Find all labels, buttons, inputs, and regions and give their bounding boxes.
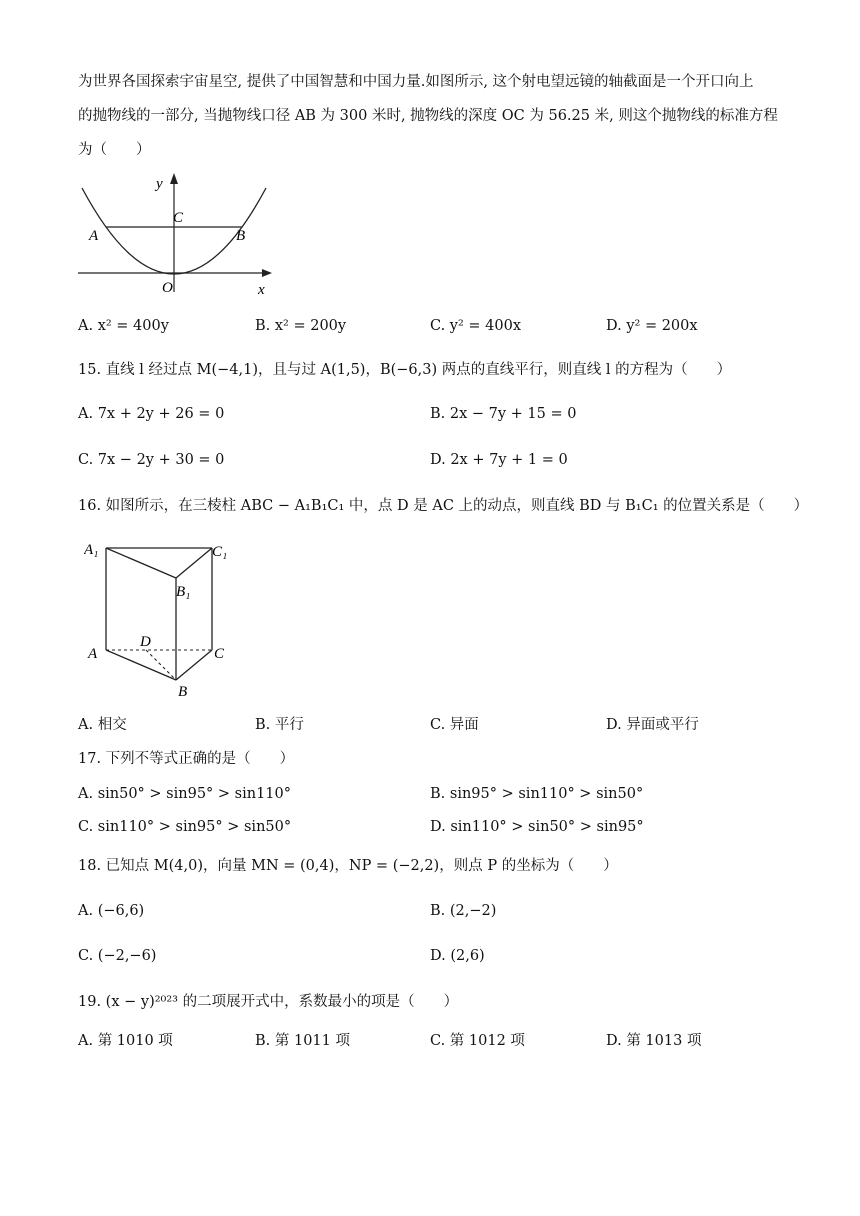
fig-label-A1: A₁	[84, 542, 99, 558]
fig-label-B: B	[236, 228, 246, 244]
q14-line-3: 为（ ）	[78, 142, 151, 158]
q14-option-d[interactable]: D. y² = 200x	[606, 318, 698, 334]
fig-label-A: A	[89, 228, 99, 244]
q14-line-2: 的抛物线的一部分, 当抛物线口径 AB 为 300 米时, 抛物线的深度 OC 为 56.25 米, 则这个抛物线的标准方程	[78, 108, 778, 124]
q17-stem: 17. 下列不等式正确的是（ ）	[78, 751, 295, 767]
q16-option-b[interactable]: B. 平行	[255, 717, 304, 733]
q14-option-b[interactable]: B. x² = 200y	[255, 318, 347, 334]
q17-option-a[interactable]: A. sin50° > sin95° > sin110°	[78, 786, 292, 802]
q14-line-1: 为世界各国探索宇宙星空, 提供了中国智慧和中国力量.如图所示, 这个射电望远镜的轴截面是一个开口向上	[78, 74, 754, 90]
q18-option-c[interactable]: C. (−2,−6)	[78, 948, 157, 964]
parabola-figure	[76, 170, 276, 298]
q19-option-a[interactable]: A. 第 1010 项	[78, 1033, 173, 1049]
q18-option-a[interactable]: A. (−6,6)	[78, 903, 145, 919]
q17-option-d[interactable]: D. sin110° > sin50° > sin95°	[430, 819, 644, 835]
q16-stem: 16. 如图所示，在三棱柱 ABC − A₁B₁C₁ 中，点 D 是 AC 上的动点，则直线 BD 与 B₁C₁ 的位置关系是（ ）	[78, 498, 809, 514]
q19-option-d[interactable]: D. 第 1013 项	[606, 1033, 702, 1049]
q18-stem: 18. 已知点 M(4,0)，向量 MN = (0,4)，NP = (−2,2)，则点 P 的坐标为（ ）	[78, 858, 618, 874]
fig-label-C1: C₁	[212, 544, 228, 560]
fig-label-C: C	[214, 646, 225, 662]
q16-option-a[interactable]: A. 相交	[78, 717, 127, 733]
q15-option-b[interactable]: B. 2x − 7y + 15 = 0	[430, 406, 577, 422]
q16-option-d[interactable]: D. 异面或平行	[606, 717, 699, 733]
q19-option-b[interactable]: B. 第 1011 项	[255, 1033, 350, 1049]
q19-option-c[interactable]: C. 第 1012 项	[430, 1033, 525, 1049]
fig-label-B: B	[178, 684, 188, 700]
q15-stem: 15. 直线 l 经过点 M(−4,1)，且与过 A(1,5)，B(−6,3) 两点的直线平行，则直线 l 的方程为（ ）	[78, 362, 732, 378]
q17-option-c[interactable]: C. sin110° > sin95° > sin50°	[78, 819, 292, 835]
q14-option-a[interactable]: A. x² = 400y	[78, 318, 169, 334]
q18-option-d[interactable]: D. (2,6)	[430, 948, 485, 964]
q17-option-b[interactable]: B. sin95° > sin110° > sin50°	[430, 786, 644, 802]
fig-label-O: O	[162, 280, 173, 296]
prism-figure	[84, 534, 244, 702]
q14-option-c[interactable]: C. y² = 400x	[430, 318, 522, 334]
q18-option-b[interactable]: B. (2,−2)	[430, 903, 497, 919]
q15-option-d[interactable]: D. 2x + 7y + 1 = 0	[430, 452, 568, 468]
q19-stem: 19. (x − y)²⁰²³ 的二项展开式中，系数最小的项是（ ）	[78, 994, 459, 1010]
fig-label-x: x	[258, 282, 265, 298]
q15-option-a[interactable]: A. 7x + 2y + 26 = 0	[78, 406, 225, 422]
q16-option-c[interactable]: C. 异面	[430, 717, 479, 733]
fig-label-A: A	[88, 646, 98, 662]
fig-label-y: y	[156, 176, 163, 192]
fig-label-B1: B₁	[176, 584, 191, 600]
fig-label-D: D	[140, 634, 151, 650]
q15-option-c[interactable]: C. 7x − 2y + 30 = 0	[78, 452, 225, 468]
fig-label-C: C	[173, 210, 184, 226]
